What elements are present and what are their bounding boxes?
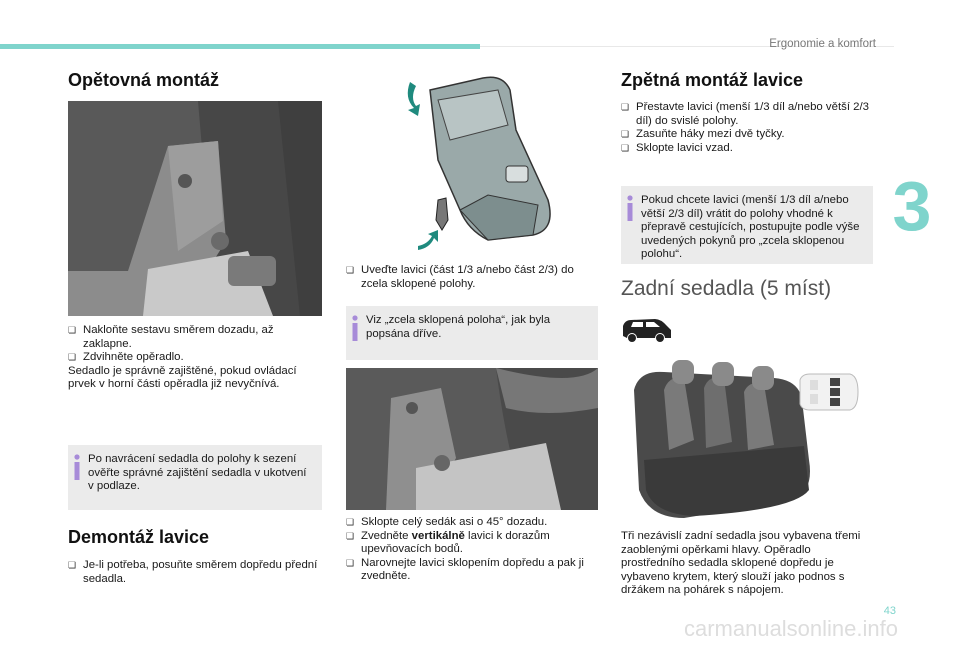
list-item: ❏ Je-li potřeba, posuňte směrem dopředu přední sedadla. <box>68 559 318 585</box>
checkbox-bullet-icon: ❏ <box>346 517 355 527</box>
emphasis: vertikálně <box>411 529 465 542</box>
section-title-reinstall: Opětovná montáž <box>68 70 220 90</box>
seat-bracket-illustration <box>68 101 322 316</box>
col2-instructions <box>346 264 598 291</box>
rear-seats-paragraph: Tři nezávislí zadní sedadla jsou vybavena třemi zaoblenými opěrkami hlavy. Opěradlo prostředního sedadla sklopené dopředu je vybaveno krytem, který slouží jako podnos s držákem na pohárek s nápojem. <box>621 530 861 597</box>
folded-bench-illustration <box>398 70 558 258</box>
chapter-title: Ergonomie a komfort <box>769 38 876 50</box>
section-title-refit: Zpětná montáž lavice <box>621 70 804 90</box>
chapter-number: 3 <box>892 167 932 245</box>
watermark: carmanualsonline.info <box>683 616 898 641</box>
section-title-rear-seats: Zadní sedadla (5 míst) <box>621 277 832 300</box>
list-item: ❏ Uveďte lavici (část 1/3 a/nebo část 2/3) do zcela sklopené polohy. <box>346 264 574 290</box>
list-item: ❏ Sklopte celý sedák asi o 45° dozadu. <box>346 516 548 528</box>
checkbox-bullet-icon: ❏ <box>68 352 77 363</box>
col3-instructions <box>621 101 873 155</box>
info-note-col1: Po navrácení sedadla do polohy k sezení ověřte správné zajištění sedadla v ukotvení v podlaze. <box>68 445 322 510</box>
checkbox-bullet-icon: ❏ <box>621 102 630 112</box>
checkbox-bullet-icon: ❏ <box>346 530 355 541</box>
col1-paragraph: Sedadlo je správně zajištěné, pokud ovládací prvek v horní části opěradla již nevyčnívá. <box>68 364 297 391</box>
checkbox-bullet-icon: ❏ <box>346 265 355 275</box>
info-icon <box>73 454 81 480</box>
checkbox-bullet-icon: ❏ <box>346 557 355 568</box>
col1-removal-instructions <box>68 559 322 586</box>
info-icon <box>626 195 634 221</box>
checkbox-bullet-icon: ❏ <box>621 129 630 140</box>
info-icon <box>351 315 359 341</box>
car-silhouette-icon <box>621 314 673 344</box>
rear-seats-image <box>624 350 820 520</box>
photo-seat-tilt <box>346 368 598 510</box>
header-accent-bar <box>0 44 480 49</box>
list-item: ❏ Zasuňte háky mezi dvě tyčky. <box>621 128 785 141</box>
photo-seat-bracket <box>68 101 322 316</box>
seat-layout-diagram <box>796 372 860 412</box>
list-item: ❏ Zdvihněte opěradlo. <box>68 351 184 364</box>
section-title-removal: Demontáž lavice <box>68 527 210 547</box>
checkbox-bullet-icon: ❏ <box>68 560 77 570</box>
checkbox-bullet-icon: ❏ <box>621 142 630 153</box>
col1-instructions <box>68 324 322 392</box>
list-item: ❏ Sklopte lavici vzad. <box>621 141 733 154</box>
checkbox-bullet-icon: ❏ <box>68 325 77 335</box>
col2-steps <box>346 516 598 584</box>
list-item: ❏ Nakloňte sestavu směrem dozadu, až zaklapne. <box>68 324 274 350</box>
info-note-col3: Pokud chcete lavici (menší 1/3 díl a/nebo větší 2/3 díl) vrátit do polohy vhodné k přepravě cestujících, postupujte podle výše uvedených pokynů pro „zcela sklopenou polohu“. <box>621 186 873 264</box>
info-note-col2: Viz „zcela sklopená poloha“, jak byla popsána dříve. <box>346 306 598 360</box>
illustration-folded-bench <box>398 70 558 258</box>
page-number: 43 <box>883 605 896 617</box>
list-item: ❏ Zvedněte vertikálně lavici k dorazům upevňovacích bodů. <box>346 529 550 556</box>
list-item: ❏ Přestavte lavici (menší 1/3 díl a/nebo větší 2/3 díl) do svislé polohy. <box>621 101 869 127</box>
seat-tilt-illustration <box>346 368 598 510</box>
list-item: ❏ Narovnejte lavici sklopením dopředu a pak ji zvedněte. <box>346 556 584 583</box>
